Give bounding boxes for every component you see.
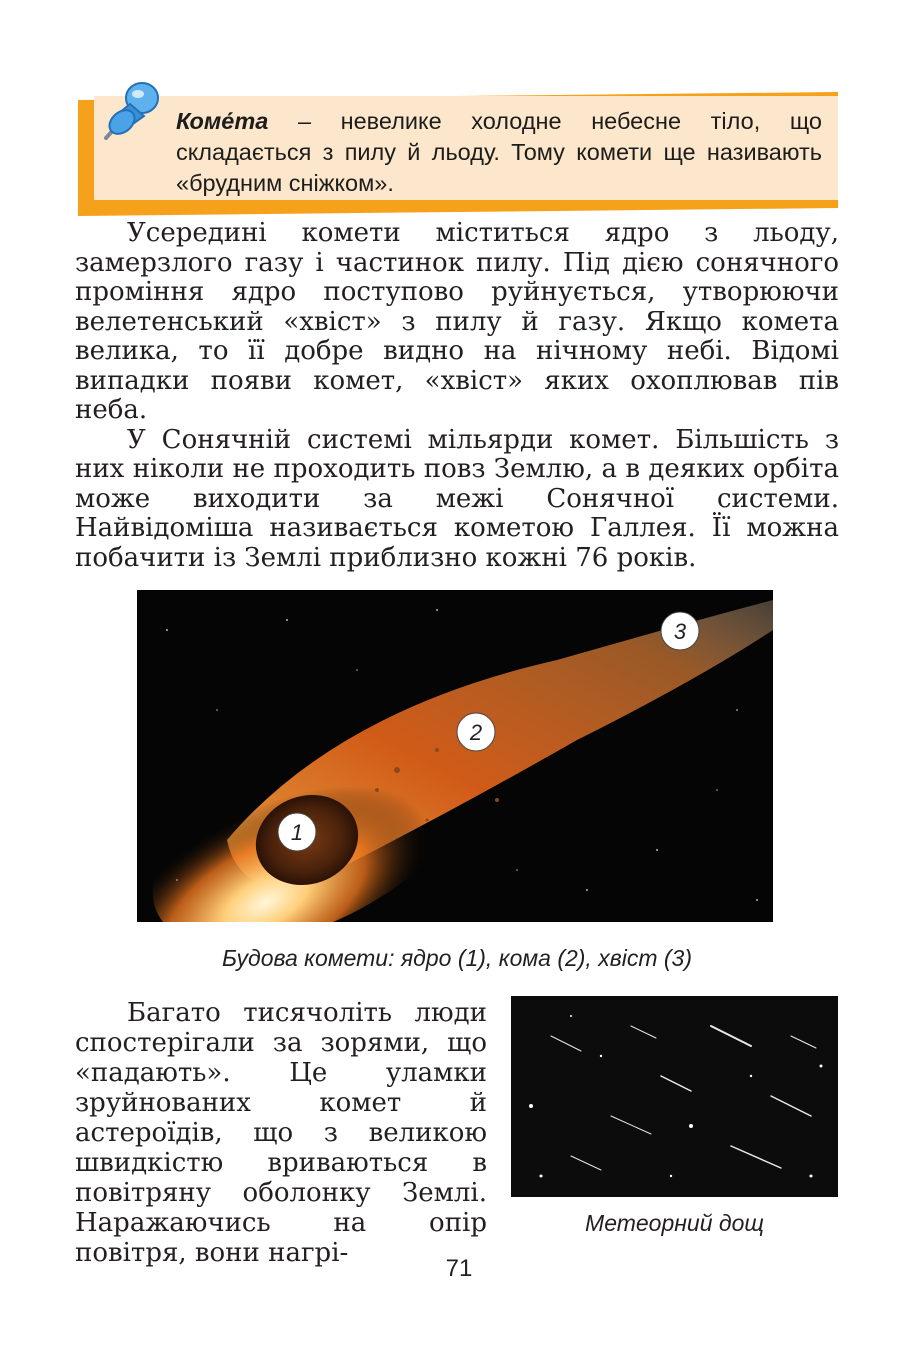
comet-marker-1-label: 1 xyxy=(290,820,304,845)
comet-marker-2-label: 2 xyxy=(469,720,483,745)
comet-image xyxy=(137,590,773,922)
paragraph-2: У Сонячній системі мільярди комет. Більшість з них ніколи не проходить повз Землю, а в деяких орбіта може виходити за межі Сонячної системи. Найвідоміша називається кометою Галлея. Її можна побачити із Землі приблизно кожні 76 років. xyxy=(75,424,839,573)
comet-marker-2 xyxy=(457,713,495,751)
pushpin-icon xyxy=(100,78,166,148)
definition-box xyxy=(78,96,838,212)
comet-caption: Будова комети: ядро (1), кома (2), хвіст (3) xyxy=(222,945,692,971)
meteor-caption: Метеорний дощ xyxy=(585,1210,764,1236)
paragraph-1: Усередині комети міститься ядро з льоду, замерзлого газу і частинок пилу. Під дією сонячного проміння ядро поступово руйнується, утворюючи велетенський «хвіст» з пилу й газу. Якщо комета велика, то її добре видно на нічному небі. Відомі випадки появи комет, «хвіст» яких охоплював пів неба. xyxy=(75,218,839,425)
definition-text xyxy=(176,106,822,199)
comet-marker-3 xyxy=(661,612,699,650)
page-number: 71 xyxy=(445,1255,473,1282)
paragraph-3: Багато тисячоліть люди спостерігали за зорями, що «падають». Це уламки зруйнованих комет й астероїдів, що з великою швидкістю вриваються в повітряну оболонку Землі. Наражаючись на опір повітря, вони нагрі- xyxy=(75,998,487,1268)
body-text-lower xyxy=(75,998,487,1268)
definition-body: – невелике холодне небесне тіло, що складається з пилу й льоду. Тому комети ще називають «брудним сніжком». xyxy=(176,108,822,196)
definition-term: Коме́та xyxy=(176,108,269,134)
meteor-shower-image xyxy=(511,996,838,1197)
body-text xyxy=(75,219,839,573)
comet-marker-1 xyxy=(278,813,316,851)
comet-marker-3-label: 3 xyxy=(673,619,687,644)
